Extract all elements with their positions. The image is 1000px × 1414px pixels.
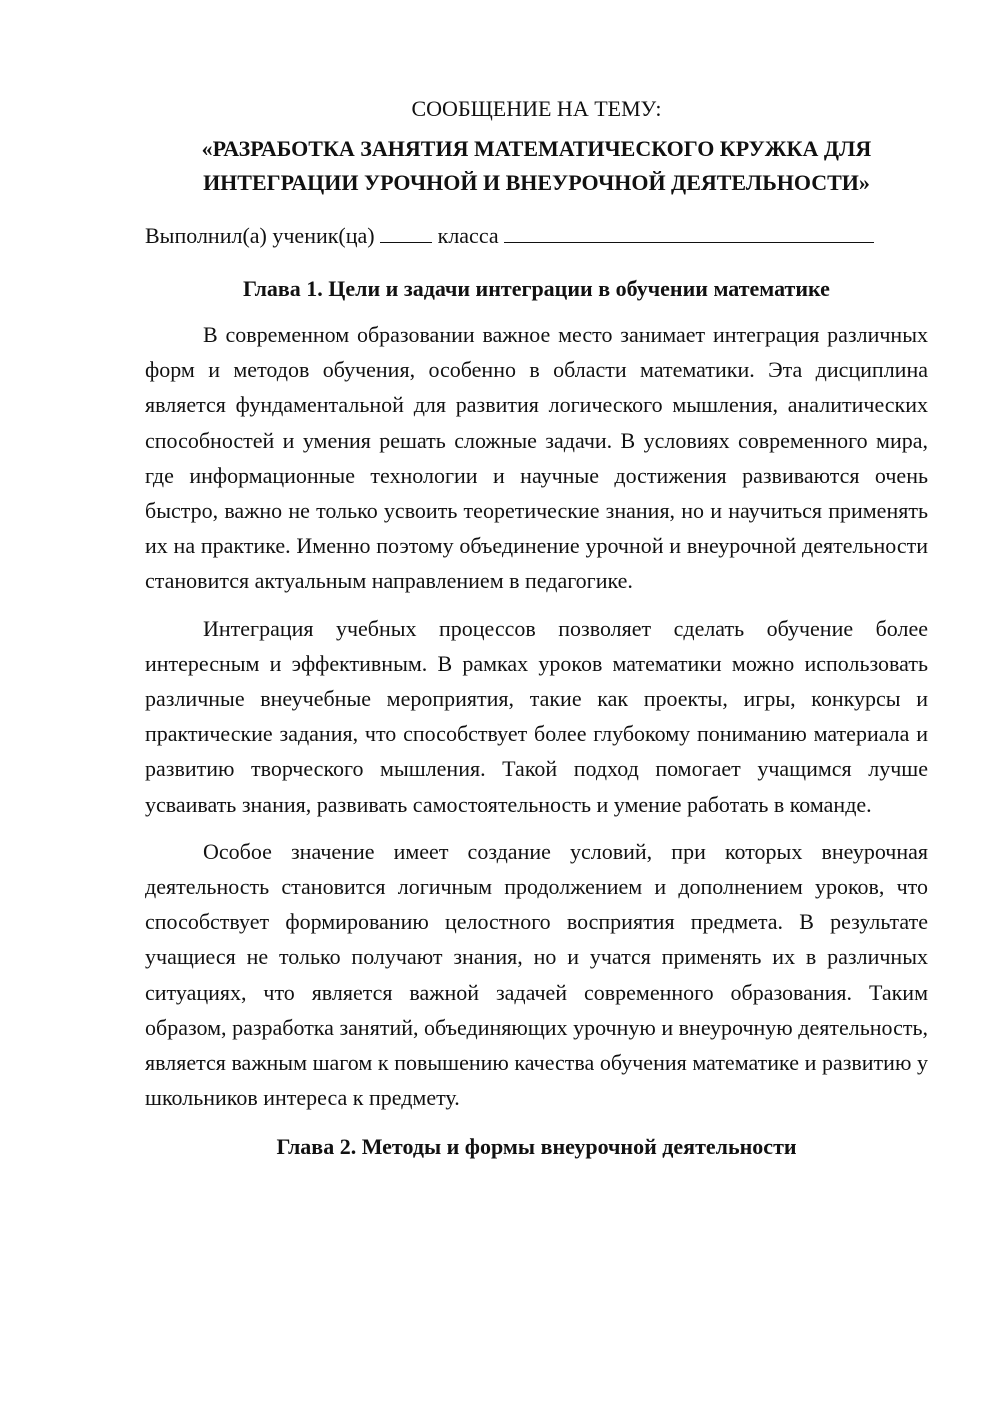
title-line-2: ИНТЕГРАЦИИ УРОЧНОЙ И ВНЕУРОЧНОЙ ДЕЯТЕЛЬНОСТИ» [203, 170, 870, 195]
author-line [145, 220, 928, 251]
document-title [145, 132, 928, 200]
student-name-blank [504, 220, 874, 243]
chapter-1-paragraph-1: В современном образовании важное место занимает интеграция различных форм и методов обучения, особенно в области математики. Эта дисциплина является фундаментальной для развития логического мышления, аналитических способностей и умения решать сложные задачи. В условиях современного мира, где информационные технологии и научные достижения развиваются очень быстро, важно не только усвоить теоретические знания, но и научиться применять их на практике. Именно поэтому объединение урочной и внеурочной деятельности становится актуальным направлением в педагогике. [145, 322, 928, 594]
chapter-2-heading: Глава 2. Методы и формы внеурочной деятельности [276, 1134, 797, 1160]
document-page [145, 92, 928, 1163]
title-line-1: «РАЗРАБОТКА ЗАНЯТИЯ МАТЕМАТИЧЕСКОГО КРУЖКА ДЛЯ [201, 136, 872, 161]
chapter-1-paragraph-3: Особое значение имеет создание условий, при которых внеурочная деятельность становится логичным продолжением и дополнением уроков, что способствует формированию целостного восприятия предмета. В результате учащиеся не только получают знания, но и учатся применять их в различных ситуациях, что является важной задачей современного образования. Таким образом, разработка занятий, объединяющих урочную и внеурочную деятельность, является важным шагом к повышению качества обучения математике и развитию у школьников интереса к предмету. [145, 838, 928, 1111]
class-number-blank [380, 220, 432, 243]
chapter-1-paragraph-2: Интеграция учебных процессов позволяет сделать обучение более интересным и эффективным. В рамках уроков математики можно использовать различные внеучебные мероприятия, такие как проекты, игры, конкурсы и практические задания, что способствует более глубокому пониманию материала и развитию творческого мышления. Такой подход помогает учащимся лучше усваивать знания, развивать самостоятельность и умение работать в команде. [145, 615, 928, 817]
topic-line: СООБЩЕНИЕ НА ТЕМУ: [411, 96, 662, 121]
class-label: класса [432, 223, 505, 248]
chapter-1-heading: Глава 1. Цели и задачи интеграции в обучении математике [243, 276, 830, 301]
author-prefix: Выполнил(а) ученик(ца) [145, 223, 381, 248]
